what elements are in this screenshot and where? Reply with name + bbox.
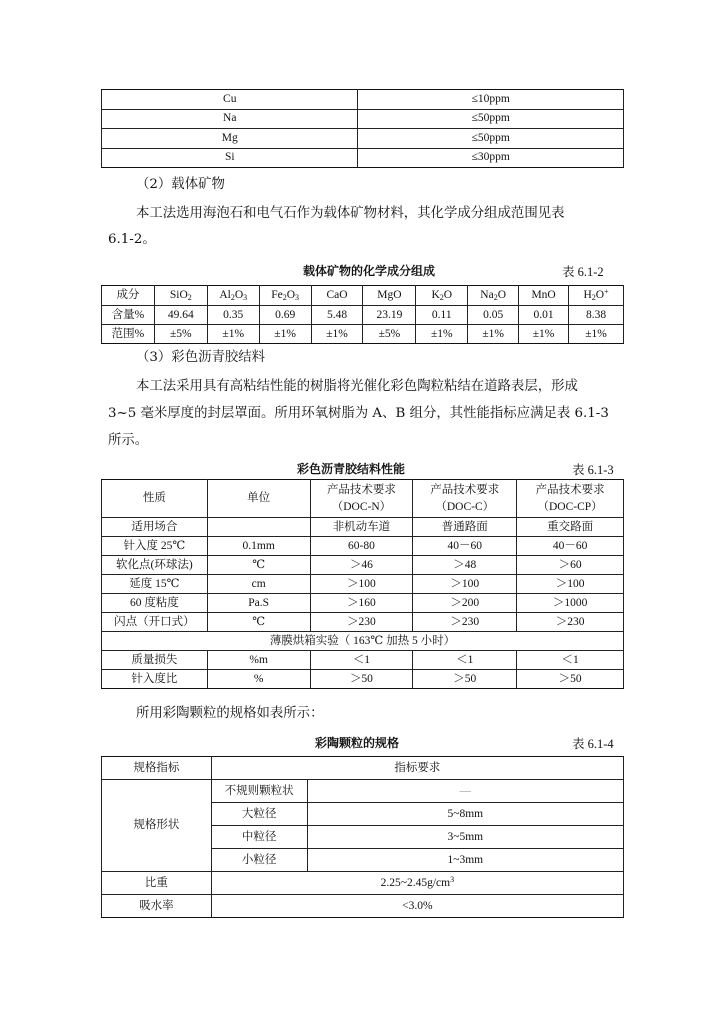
unit-cell: Pa.S xyxy=(207,594,310,613)
table-caption: 彩陶颗粒的规格 xyxy=(315,736,400,750)
table-row xyxy=(102,325,624,344)
paragraph-line: 6.1-2。 xyxy=(108,232,156,247)
table-cell: ±5% xyxy=(154,325,207,344)
table-cell: 40－60 xyxy=(413,537,517,556)
column-header: 产品技术要求 （DOC-CP） xyxy=(517,480,624,518)
table-number: 表 6.1-2 xyxy=(562,265,604,279)
table-caption: 载体矿物的化学成分组成 xyxy=(303,264,436,278)
table-cell: ＞230 xyxy=(517,613,624,632)
shape-name-cell: 小粒径 xyxy=(211,849,307,872)
element-cell: Cu xyxy=(102,90,358,110)
paragraph-line: 本工法选用海泡石和电气石作为载体矿物材料，其化学成分组成范围见表 xyxy=(136,206,565,221)
column-header: $K_2O$ xyxy=(416,286,468,306)
column-header: 性质 xyxy=(102,480,208,518)
table-cell: ＞1000 xyxy=(517,594,624,613)
limit-cell: ≤50ppm xyxy=(358,109,624,129)
table-header-row xyxy=(102,286,624,306)
density-label-cell: 比重 xyxy=(102,872,212,895)
shape-value-cell: 1~3mm xyxy=(307,849,623,872)
row-label: 范围% xyxy=(102,325,155,344)
shape-name-cell: 不规则颗粒状 xyxy=(211,780,307,803)
section-heading-carrier-mineral: （2）载体矿物 xyxy=(136,177,225,192)
binder-properties-table xyxy=(101,479,624,689)
element-cell: Na xyxy=(102,109,358,129)
unit-cell xyxy=(207,518,310,537)
shape-value-cell: 3~5mm xyxy=(307,826,623,849)
shape-value-cell: 5~8mm xyxy=(307,803,623,826)
column-header: $Na_2O$ xyxy=(468,286,519,306)
test-subheading: 薄膜烘箱实验（ 163℃ 加热 5 小时） xyxy=(102,632,624,651)
table-cell: ±1% xyxy=(519,325,569,344)
table-cell: 0.01 xyxy=(519,306,569,325)
section-heading-binder: （3）彩色沥青胶结料 xyxy=(136,350,266,365)
table-row xyxy=(102,594,624,613)
table-cell: 49.64 xyxy=(154,306,207,325)
column-header: 规格指标 xyxy=(102,757,212,780)
table-cell: ＞100 xyxy=(413,575,517,594)
unit-cell: ℃ xyxy=(207,613,310,632)
table-cell: 40－60 xyxy=(517,537,624,556)
shape-name-cell: 大粒径 xyxy=(211,803,307,826)
paragraph-line: 所用彩陶颗粒的规格如表所示： xyxy=(136,706,324,721)
table-cell: 0.05 xyxy=(468,306,519,325)
table-cell: ＞230 xyxy=(413,613,517,632)
table-cell: ±1% xyxy=(259,325,311,344)
property-cell: 质量损失 xyxy=(102,651,208,670)
column-header: SiO$_2$ xyxy=(154,286,207,306)
table-cell: ±1% xyxy=(207,325,259,344)
table-cell: ＞50 xyxy=(517,670,624,689)
absorption-label-cell: 吸水率 xyxy=(102,895,212,918)
table-row xyxy=(102,129,624,149)
limit-cell: ≤50ppm xyxy=(358,129,624,149)
table-header-row xyxy=(102,757,624,780)
limit-cell: ≤10ppm xyxy=(358,90,624,110)
table-row xyxy=(102,518,624,537)
table-cell: ＞60 xyxy=(517,556,624,575)
element-cell: Mg xyxy=(102,129,358,149)
table-cell: 非机动车道 xyxy=(310,518,413,537)
element-cell: Si xyxy=(102,148,358,168)
table-cell: 60-80 xyxy=(310,537,413,556)
table-row xyxy=(102,651,624,670)
table-number: 表 6.1-3 xyxy=(572,463,614,477)
unit-cell: 0.1mm xyxy=(207,537,310,556)
column-header: 产品技术要求 （DOC-C） xyxy=(413,480,517,518)
paragraph-line: 3~5 毫米厚度的封层罩面。所用环氧树脂为 A、B 组分，其性能指标应满足表 6.1-3 xyxy=(108,406,609,421)
table-row xyxy=(102,780,624,803)
column-header: 单位 xyxy=(207,480,310,518)
table-cell: ±1% xyxy=(311,325,363,344)
table-cell: ＜1 xyxy=(517,651,624,670)
ceramic-particle-spec-table xyxy=(101,756,624,918)
chemical-composition-table xyxy=(101,285,624,344)
table-row xyxy=(102,872,624,895)
table-row xyxy=(102,613,624,632)
unit-cell: ℃ xyxy=(207,556,310,575)
table-cell: ±5% xyxy=(363,325,416,344)
shape-value-cell: — xyxy=(307,780,623,803)
table-cell: 0.35 xyxy=(207,306,259,325)
column-header: $Fe_2O_3$ xyxy=(259,286,311,306)
table-row xyxy=(102,90,624,110)
table-row xyxy=(102,556,624,575)
table-cell: 重交路面 xyxy=(517,518,624,537)
table-cell: ＜1 xyxy=(310,651,413,670)
table-row xyxy=(102,670,624,689)
table-cell: 8.38 xyxy=(569,306,624,325)
column-header: 成分 xyxy=(102,286,155,306)
property-cell: 闪点（开口式） xyxy=(102,613,208,632)
table-caption: 彩色沥青胶结料性能 xyxy=(297,462,406,476)
column-header: CaO xyxy=(311,286,363,306)
table-cell: ＞200 xyxy=(413,594,517,613)
table-cell: ±1% xyxy=(569,325,624,344)
property-cell: 软化点(环球法) xyxy=(102,556,208,575)
table-cell: ＞230 xyxy=(310,613,413,632)
column-header: $Al_2O_3$ xyxy=(207,286,259,306)
table-row xyxy=(102,306,624,325)
table-cell: ＞100 xyxy=(517,575,624,594)
column-header: 指标要求 xyxy=(211,757,623,780)
paragraph-line: 所示。 xyxy=(108,433,149,448)
column-header: $H_2O^+$ xyxy=(569,286,624,306)
density-value-cell: $2.25\sim 2.45g/cm^3$ xyxy=(211,872,623,895)
table-header-row xyxy=(102,480,624,518)
table-cell: ＞100 xyxy=(310,575,413,594)
limit-cell: ≤30ppm xyxy=(358,148,624,168)
table-cell: ＞50 xyxy=(413,670,517,689)
row-label: 含量% xyxy=(102,306,155,325)
table-cell: 普通路面 xyxy=(413,518,517,537)
table-cell: 0.11 xyxy=(416,306,468,325)
table-cell: ＞46 xyxy=(310,556,413,575)
table-number: 表 6.1-4 xyxy=(572,737,614,751)
column-header: MgO xyxy=(363,286,416,306)
table-cell: ±1% xyxy=(416,325,468,344)
table-cell: ＞160 xyxy=(310,594,413,613)
property-cell: 延度 15℃ xyxy=(102,575,208,594)
absorption-value-cell: <3.0% xyxy=(211,895,623,918)
table-cell: ＞48 xyxy=(413,556,517,575)
property-cell: 适用场合 xyxy=(102,518,208,537)
unit-cell: cm xyxy=(207,575,310,594)
column-header: 产品技术要求 （DOC-N） xyxy=(310,480,413,518)
table-row xyxy=(102,895,624,918)
table-row xyxy=(102,575,624,594)
shape-label-cell: 规格形状 xyxy=(102,780,212,872)
paragraph-line: 本工法采用具有高粘结性能的树脂将光催化彩色陶粒粘结在道路表层，形成 xyxy=(136,379,578,394)
table-cell: ±1% xyxy=(468,325,519,344)
table-cell: 0.69 xyxy=(259,306,311,325)
trace-element-table xyxy=(101,89,624,168)
table-cell: ＜1 xyxy=(413,651,517,670)
property-cell: 针入度 25℃ xyxy=(102,537,208,556)
table-cell: 5.48 xyxy=(311,306,363,325)
column-header: MnO xyxy=(519,286,569,306)
unit-cell: %m xyxy=(207,651,310,670)
shape-name-cell: 中粒径 xyxy=(211,826,307,849)
table-subheading-row xyxy=(102,632,624,651)
table-cell: ＞50 xyxy=(310,670,413,689)
table-row xyxy=(102,109,624,129)
property-cell: 60 度粘度 xyxy=(102,594,208,613)
unit-cell: % xyxy=(207,670,310,689)
table-cell: 23.19 xyxy=(363,306,416,325)
property-cell: 针入度比 xyxy=(102,670,208,689)
table-row xyxy=(102,537,624,556)
table-row xyxy=(102,148,624,168)
